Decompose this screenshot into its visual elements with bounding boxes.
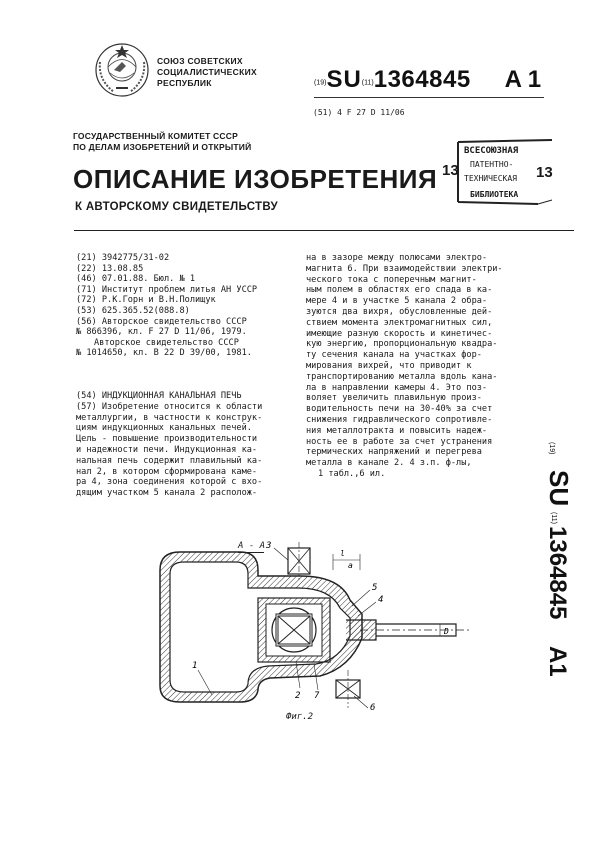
text-line: зуются два вихря, обусловленные дей- bbox=[306, 306, 493, 317]
library-stamp bbox=[442, 138, 554, 208]
stamp-line: ПАТЕНТНО- bbox=[470, 160, 514, 169]
stamp-line: ВСЕСОЮЗНАЯ bbox=[464, 146, 519, 156]
text-line: кую энергию, пропорциональную квадра- bbox=[306, 339, 498, 350]
biblio-line: № 1014650, кл. В 22 D 39/00, 1981. bbox=[76, 348, 252, 359]
code-11: (11) bbox=[361, 79, 374, 87]
text-line: воляет увеличить плавильную произ- bbox=[306, 393, 482, 404]
stamp-number-left: 13 bbox=[442, 162, 459, 179]
text-line: ность ее в работе за счет устранения bbox=[306, 436, 493, 447]
side-code-19: (19) bbox=[548, 442, 555, 455]
header-divider bbox=[74, 230, 574, 231]
side-patent-number bbox=[540, 440, 580, 700]
abstract-line: нал 2, в котором сформирована каме- bbox=[76, 466, 258, 477]
ipc-classification: (51) 4 F 27 D 11/06 bbox=[313, 108, 405, 117]
abstract-continuation bbox=[306, 253, 528, 480]
ussr-name bbox=[157, 56, 257, 89]
figure-label-l: l bbox=[340, 549, 345, 558]
figure-label-7: 7 bbox=[314, 691, 320, 701]
text-line: ческого тока с поперечным магнит- bbox=[306, 274, 477, 285]
text-line: ла в направлении камеры 4. Это поз- bbox=[306, 382, 488, 393]
biblio-line: (56) Авторское свидетельство СССР bbox=[76, 316, 247, 327]
document-subtitle: К АВТОРСКОМУ СВИДЕТЕЛЬСТВУ bbox=[75, 201, 278, 213]
biblio-line: (22) 13.08.85 bbox=[76, 263, 144, 274]
biblio-line: (21) 3942775/31-02 bbox=[76, 253, 170, 263]
side-number: 1364845 bbox=[544, 526, 571, 620]
biblio-line: (72) Р.К.Горн и В.Н.Полищук bbox=[76, 295, 216, 306]
text-line: магнита 6. При взаимодействии электри- bbox=[306, 263, 503, 274]
biblio-line: № 866396, кл. F 27 D 11/06, 1979. bbox=[76, 327, 247, 338]
biblio-line: (71) Институт проблем литья АН УССР bbox=[76, 284, 258, 295]
code-19: (19) bbox=[314, 79, 327, 87]
bibliographic-data bbox=[76, 253, 257, 359]
abstract-line: дящим участком 5 канала 2 располож- bbox=[76, 488, 258, 499]
text-line: водительность печи на 30-40% за счет bbox=[306, 404, 493, 415]
figure-label-1: 1 bbox=[192, 661, 198, 671]
text-line: имеющие разную скорость и кинетичес- bbox=[306, 328, 493, 339]
kind-code: A 1 bbox=[504, 66, 542, 93]
stamp-line: БИБЛИОТЕКА bbox=[470, 190, 519, 199]
abstract-line: (57) Изобретение относится к области bbox=[76, 401, 263, 412]
divider bbox=[314, 97, 544, 98]
committee bbox=[73, 131, 251, 153]
figure-label-2: 2 bbox=[295, 691, 301, 701]
figure-label-4: 4 bbox=[378, 595, 384, 605]
ussr-line: СОЮЗ СОВЕТСКИХ bbox=[157, 56, 243, 66]
text-line: ния металлотракта и повысить надеж- bbox=[306, 425, 488, 436]
figure-label-5: 5 bbox=[372, 583, 378, 593]
document-title: ОПИСАНИЕ ИЗОБРЕТЕНИЯ bbox=[73, 164, 438, 194]
side-country: SU bbox=[544, 470, 574, 507]
abstract bbox=[76, 391, 292, 499]
text-line: мере 4 и в участке 5 канала 2 обра- bbox=[306, 296, 488, 307]
ussr-line: РЕСПУБЛИК bbox=[157, 78, 212, 88]
committee-line: ПО ДЕЛАМ ИЗОБРЕТЕНИЙ И ОТКРЫТИЙ bbox=[73, 142, 252, 152]
biblio-line: (46) 07.01.88. Бюл. № 1 bbox=[76, 274, 195, 285]
patent-number-block bbox=[314, 66, 541, 94]
abstract-line: нальная печь содержит плавильный ка- bbox=[76, 455, 263, 466]
side-kind: A1 bbox=[544, 646, 571, 677]
committee-line: ГОСУДАРСТВЕННЫЙ КОМИТЕТ СССР bbox=[73, 131, 238, 141]
patent-number: 1364845 bbox=[373, 66, 471, 93]
abstract-line: металлургии, в частности к конструк- bbox=[76, 412, 263, 423]
side-code-11: (11) bbox=[550, 512, 557, 524]
biblio-line: (53) 625.365.52(088.8) bbox=[76, 305, 190, 316]
text-line: транспортированию металла вдоль кана- bbox=[306, 371, 498, 382]
figure-label-3: 3 bbox=[266, 541, 272, 551]
abstract-line: и надежности печи. Индукционная ка- bbox=[76, 444, 258, 455]
furnace-drawing bbox=[140, 540, 480, 710]
text-line: на в зазоре между полюсами электро- bbox=[306, 253, 488, 263]
biblio-line: Авторское свидетельство СССР bbox=[94, 337, 239, 348]
stamp-line: ТЕХНИЧЕСКАЯ bbox=[464, 174, 517, 183]
text-line: 1 табл.,6 ил. bbox=[318, 468, 386, 479]
abstract-line: циям индукционных канальных печей. bbox=[76, 423, 252, 434]
figure-caption: Фиг.2 bbox=[286, 712, 314, 722]
text-line: термических напряжений и перегрева bbox=[306, 447, 482, 458]
country-code: SU bbox=[326, 66, 362, 93]
figure-label-D: D bbox=[444, 627, 449, 636]
abstract-line: (54) ИНДУКЦИОННАЯ КАНАЛЬНАЯ ПЕЧЬ bbox=[76, 391, 242, 401]
text-line: мирования вихрей, что приводит к bbox=[306, 360, 472, 371]
text-line: ту сечения канала на участках фор- bbox=[306, 350, 482, 361]
abstract-line: Цель - повышение производительности bbox=[76, 434, 258, 445]
text-line: металла в канале 2. 4 з.п. ф-лы, bbox=[306, 458, 472, 469]
section-label: А - А bbox=[238, 541, 266, 551]
text-line: ным полем в областях его спада в ка- bbox=[306, 285, 493, 296]
ussr-line: СОЦИАЛИСТИЧЕСКИХ bbox=[157, 67, 257, 77]
ussr-emblem-icon bbox=[92, 40, 152, 100]
text-line: ствием момента электромагнитных сил, bbox=[306, 317, 493, 328]
figure-label-6: 6 bbox=[370, 703, 376, 710]
abstract-line: ра 4, зона соединения которой с вхо- bbox=[76, 477, 263, 488]
figure-label-a: a bbox=[348, 561, 353, 570]
text-line: снижения гидравлического сопротивле- bbox=[306, 414, 493, 425]
stamp-number-right: 13 bbox=[536, 164, 553, 181]
